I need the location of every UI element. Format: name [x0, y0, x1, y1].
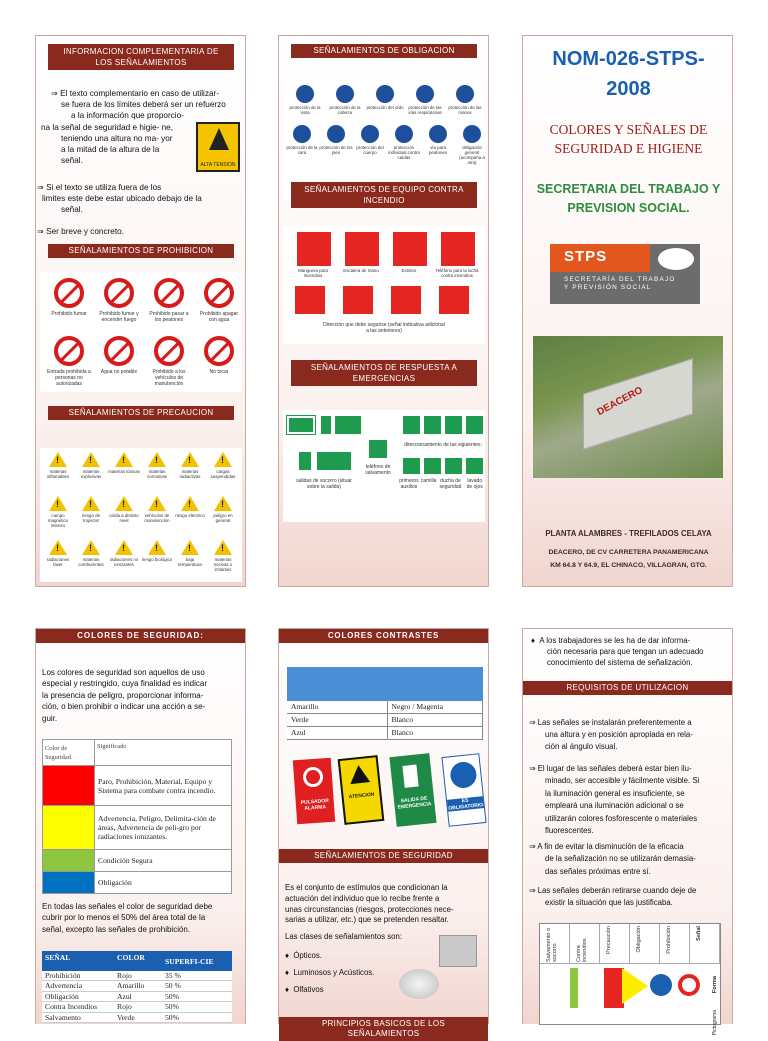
obligation-icon: [395, 125, 413, 143]
complement-text-2: ⇒ Si el texto se utiliza fuera de los limites este debe estar ubicado debajo de la señal.: [37, 183, 202, 215]
shape-row-triangle: [622, 968, 648, 1004]
surface-cell: Rojo: [117, 1002, 132, 1012]
warning-triangle-icon: [148, 496, 166, 511]
warning-triangle-icon: [214, 496, 232, 511]
caution-label: riesgo de tropezar: [81, 513, 101, 523]
exit-sign-e: [317, 452, 351, 470]
obligation-icon: [327, 125, 345, 143]
alta-tension-sign: [196, 122, 240, 172]
aid-signs: [403, 458, 483, 474]
caution-label: radiaciones láser: [46, 557, 70, 567]
section-header-principios: PRINCIPIOS BASICOS DE LOS SEÑALAMIENTOS: [279, 1017, 488, 1041]
surface-cell: Obligación: [45, 991, 79, 1001]
surface-cell: Azul: [117, 991, 132, 1001]
contrast-cell: Azul: [287, 727, 387, 740]
direction-arrow-icon: [343, 286, 373, 314]
caution-label: materias radiactivas: [179, 469, 201, 479]
prohibition-sign: [96, 336, 142, 390]
exit-sign-d: [299, 452, 311, 470]
surface-table: SEÑAL COLOR SUPERFI-CIE Prohibición Rojo 35 % Advertencia Amarillo 50 % Obligación Azul 50% Contra Incendios Rojo 50% Salvamento Verde 50%: [42, 951, 232, 1023]
prohibition-label: Prohibido fumar: [51, 311, 87, 317]
obligation-sign: [445, 85, 485, 125]
caution-sign: [174, 452, 206, 494]
obligation-label: protección del cuerpo: [356, 145, 384, 155]
caution-label: cargas suspendidas: [210, 469, 236, 479]
surface-cell: 50%: [165, 1012, 179, 1022]
warning-triangle-icon: [115, 452, 133, 467]
section-header-informacion: INFORMACION COMPLEMENTARIA DE LOS SEÑALAMIENTOS: [48, 44, 234, 70]
color-swatch: [43, 872, 95, 894]
contrast-cell: Amarillo: [287, 701, 387, 714]
direction-arrow-icon: [391, 286, 421, 314]
caution-sign: [141, 540, 173, 582]
color-swatch: [43, 850, 95, 872]
prohibition-label: Prohibido fumar y encender fuego: [99, 311, 139, 323]
color-meaning: Condición Segura: [95, 850, 232, 872]
signs-summary-table: [539, 923, 721, 1036]
prohibition-sign: [46, 336, 92, 390]
shape-row-red: [604, 968, 624, 1008]
contrast-cell: Negro / Magenta: [387, 701, 483, 714]
caution-label: vehículos de manutención: [144, 513, 170, 523]
section-header-obligacion: SEÑALAMIENTOS DE OBLIGACION: [291, 44, 477, 58]
requirement-4: ⇒ Las señales deberán retirarse cuando deje de existir la situación que las justificaba.: [529, 886, 697, 908]
prohibition-label: No tocar: [209, 369, 229, 375]
caution-sign: [42, 540, 74, 582]
section-header-prohibicion: SEÑALAMIENTOS DE PROHIBICION: [48, 244, 234, 258]
panel-requisitos: [522, 628, 733, 1036]
summary-column-header: Contra incendios: [570, 924, 600, 964]
obligation-sign: [353, 125, 387, 165]
requirement-2: ⇒ El lugar de las señales deberá estar bien ilu- minado, ser accesible y fácilmente visible. Si la iluminación general es insuficiente, se empleará una iluminación adicional o se utilizarán colores fosforescente o materiales fluorescentes.: [529, 764, 700, 836]
sign-label: ALTA TENSION: [200, 162, 236, 168]
warning-triangle-icon: [214, 540, 232, 555]
alarm-panel-photo: [439, 935, 477, 967]
surface-cell: Prohibición: [45, 971, 81, 980]
contrast-row: [287, 714, 483, 727]
caution-label: materias comburentes: [78, 557, 104, 567]
contrast-cell: Blanco: [387, 714, 483, 727]
caution-sign: [108, 452, 140, 494]
warning-triangle-icon: [82, 540, 100, 555]
summary-column-header: Precaución: [600, 924, 630, 964]
warning-sign: ATENCION: [338, 755, 385, 825]
obligation-label: protección individual contra caídas: [388, 145, 420, 160]
surface-cell: Verde: [117, 1012, 135, 1022]
caution-label: campo magnético intenso: [47, 513, 69, 528]
obligation-label: protección de la vista: [289, 105, 321, 115]
obligation-icon: [416, 85, 434, 103]
summary-column-header: Salvamento o socorro: [540, 924, 570, 964]
emerg-label-phone: teléfono de salvamento: [365, 464, 391, 476]
security-text: Es el conjunto de estímulos que condicionan la actuación del individuo que lo recibe frente a unas circunstancias (riesgos, protecciones nece- sarias a utilizar, etc.) que se pretenden resaltar.: [285, 883, 454, 925]
caution-label: materias nocivas o irritantes: [213, 557, 233, 572]
section-header-colores: COLORES DE SEGURIDAD:: [36, 629, 245, 643]
mandatory-sign: ES OBLIGATORIO: [441, 753, 486, 827]
obligation-icon: [336, 85, 354, 103]
exit-sign-b: [321, 416, 331, 434]
section-header-emergencias: SEÑALAMIENTOS DE RESPUESTA A EMERGENCIAS: [291, 360, 477, 386]
obligation-sign: [387, 125, 421, 165]
obligation-label: protección de la cara: [286, 145, 318, 155]
obligation-icon: [376, 85, 394, 103]
obligation-label: vía para peatones: [428, 145, 448, 155]
prohibition-signs: [40, 272, 242, 392]
direction-arrow-icon: [295, 286, 325, 314]
section-header-seguridad: SEÑALAMIENTOS DE SEGURIDAD: [279, 849, 488, 863]
caution-sign: [75, 496, 107, 538]
warning-triangle-icon: [214, 452, 232, 467]
obligation-label: obligación general (acompaña a otra): [459, 145, 485, 165]
caution-sign: [207, 540, 239, 582]
caution-label: riesgo biológico: [141, 557, 173, 562]
surface-row: [42, 971, 232, 981]
surface-row: [42, 981, 232, 991]
summary-column-header: Señal: [690, 924, 720, 964]
warning-triangle-icon: [181, 540, 199, 555]
caution-sign: [42, 496, 74, 538]
prohibition-sign: [196, 278, 242, 332]
obligation-icon: [456, 85, 474, 103]
info-bullet: ♦ A los trabajadores se les ha de dar informa- ción necesaria para que tengan un adecuado conocimiento del sistema de señalización.: [531, 636, 704, 667]
caution-sign: [141, 452, 173, 494]
emerg-label-exit: salidas de socorro (situar sobre la salida): [296, 478, 352, 490]
obligation-sign: [285, 85, 325, 125]
obligation-label: protección de los pies: [319, 145, 353, 155]
surface-cell: 35 %: [165, 971, 181, 980]
section-header-incendio: SEÑALAMIENTOS DE EQUIPO CONTRA INCENDIO: [291, 182, 477, 208]
surface-row: [42, 1002, 232, 1012]
requirement-1: ⇒ Las señales se instalarán preferentemente a una altura y en posición apropiada en rela- ción al ángulo visual.: [529, 718, 693, 751]
obligation-icon: [361, 125, 379, 143]
prohibition-sign: [46, 278, 92, 332]
summary-column-header: Obligación: [630, 924, 660, 964]
prohibition-label: Agua no potable: [100, 369, 138, 375]
surface-cell: Amarillo: [117, 981, 145, 991]
surface-row: [42, 1012, 232, 1022]
section-header-contrastes: COLORES CONTRASTES: [279, 629, 488, 643]
emerg-label-direction: direccionamiento de las siguientes:: [404, 442, 482, 448]
fire-equipment-sign: [435, 232, 479, 282]
panel-colores: [35, 628, 246, 1024]
color-swatch: [43, 766, 95, 806]
surface-cell: Salvamento: [45, 1012, 81, 1022]
fire-equipment-sign: [339, 232, 383, 282]
cover-subtitle: COLORES Y SEÑALES DE SEGURIDAD E HIGIENE: [549, 122, 708, 156]
warning-triangle-icon: [148, 540, 166, 555]
caution-label: riesgo eléctrico: [175, 513, 205, 518]
fire-icon: [345, 232, 379, 266]
caution-signs: [40, 448, 242, 582]
summary-row-label: Forma: [712, 976, 718, 994]
caution-sign: [42, 452, 74, 494]
sample-signs: [293, 753, 485, 839]
warning-triangle-icon: [49, 496, 67, 511]
caution-label: materias tóxicas: [108, 469, 140, 474]
shape-row-green: [570, 968, 578, 1008]
stps-logo: STPS SECRETARÍA DEL TRABAJO Y PREVISIÓN SOCIAL: [550, 244, 700, 304]
arrow-signs: [403, 416, 483, 434]
obligation-sign: [455, 125, 489, 165]
color-row: [43, 766, 232, 806]
color-meaning: Paro, Prohibición, Material, Equipo y Sistema para combate contra incendio.: [95, 766, 232, 806]
emergency-signs: [283, 410, 485, 522]
panel-portada: [522, 35, 733, 587]
obligation-sign: [365, 85, 405, 125]
obligation-icon: [463, 125, 481, 143]
caution-label: materias explosivas: [80, 469, 102, 479]
eagle-seal-icon: [658, 248, 694, 270]
warning-triangle-icon: [82, 496, 100, 511]
fire-label: Teléfono para la lucha contra incendios: [435, 268, 479, 278]
color-row: [43, 850, 232, 872]
fire-icon: [441, 232, 475, 266]
cover-footer: PLANTA ALAMBRES - TREFILADOS CELAYA DEACERO, DE CV CARRETERA PANAMERICANA KM 64.8 Y 64.9, EL CHINACO, VILLAGRAN, GTO.: [545, 529, 712, 569]
warning-triangle-icon: [49, 452, 67, 467]
prohibition-label: Prohibido pasar a los peatones: [149, 311, 189, 323]
obligation-icon: [293, 125, 311, 143]
exit-sign-c: [335, 416, 361, 434]
classes-list: ♦ Ópticos. ♦ Luminosos y Acústicos. ♦ Olfativos: [285, 951, 375, 994]
fire-note: Dirección que debe seguirse (señal indicativa adicional a las anteriores): [323, 322, 445, 334]
fire-icon: [393, 232, 427, 266]
warning-triangle-icon: [148, 452, 166, 467]
warning-triangle-icon: [181, 496, 199, 511]
prohibition-sign: [196, 336, 242, 390]
caution-sign: [174, 540, 206, 582]
surface-row: [42, 991, 232, 1001]
obligation-sign: [325, 85, 365, 125]
warning-triangle-icon: [181, 452, 199, 467]
fire-signs: [283, 226, 485, 344]
colors-intro: Los colores de seguridad son aquellos de uso especial y restringido, cuya finalidad es indicar la presencia de peligro, proporcionar informa- ción, o bien prohibir o indicar una acción a se- guir.: [42, 668, 207, 723]
obligation-label: protección de la cabeza: [329, 105, 361, 115]
complement-text-3: ⇒ Ser breve y concreto.: [37, 227, 124, 236]
obligation-icon: [296, 85, 314, 103]
lightning-icon: [209, 128, 229, 150]
fire-label: Escalera de mano: [343, 268, 379, 273]
prohibition-label: Prohibido apagar con agua: [199, 311, 239, 323]
color-meaning: Advertencia, Peligro, Delimita-ción de áreas, Advertencia de peli-gro por radiaciones ionizantes.: [95, 806, 232, 850]
color-row: [43, 872, 232, 894]
colors-table: Color de Seguridad Significado Paro, Prohibición, Material, Equipo y Sistema para combate contra incendio. Advertencia, Peligro, Delimita-ción de áreas, Advertencia de peli-gro por radiaciones ionizantes. Condición Segura Obligación: [42, 739, 232, 894]
caution-label: materias corrosivas: [146, 469, 167, 479]
caution-sign: [141, 496, 173, 538]
exit-sign: SALIDA DE EMERGENCIA: [389, 753, 436, 827]
direction-arrow-icon: [439, 286, 469, 314]
panel-informacion: [35, 35, 246, 587]
caution-sign: [207, 452, 239, 494]
obligation-label: protección de las manos: [448, 105, 482, 115]
colors-note: En todas las señales el color de seguridad debe cubrir por lo menos el 50% del área total de la señal, excepto las señales de prohibición.: [42, 902, 213, 934]
warning-triangle-icon: [115, 540, 133, 555]
classes-title: Las clases de señalamientos son:: [285, 932, 403, 941]
emerg-label-aid: primeros auxilios camilla ducha de seguridad lavado de ojos: [399, 478, 483, 490]
contrast-cell: Verde: [287, 714, 387, 727]
panel-contrastes: [278, 628, 489, 1038]
caution-sign: [174, 496, 206, 538]
obligation-sign: [285, 125, 319, 165]
shape-row-circle-blue: [650, 974, 672, 996]
prohibition-sign: [96, 278, 142, 332]
plant-name: DEACERO: [595, 384, 645, 419]
summary-row-label: Pictograma: [712, 1010, 718, 1036]
fire-label: Manguera para incendios: [298, 268, 328, 278]
cover-org: SECRETARIA DEL TRABAJO Y PREVISION SOCIAL.: [536, 182, 721, 215]
phone-sign: [369, 440, 387, 458]
caution-sign: [75, 452, 107, 494]
obligation-icon: [429, 125, 447, 143]
caution-sign: [75, 540, 107, 582]
surface-cell: Advertencia: [45, 981, 83, 991]
shape-row-prohibition: [678, 974, 700, 996]
panel-obligacion: [278, 35, 489, 587]
warning-triangle-icon: [82, 452, 100, 467]
contrast-table: [287, 667, 483, 740]
surface-cell: 50%: [165, 1002, 179, 1012]
complement-text-1: ⇒ El texto complementario en caso de utilizar- se fuera de los límites deberá ser un refuerzo a la información que proporcio- na la señal de seguridad e higie- ne, teniendo una altura no ma- yor a la mitad de la altura de la señal.: [41, 89, 226, 166]
fire-equipment-sign: [387, 232, 431, 282]
obligation-label: protección de las vías respiratorias: [408, 105, 442, 115]
fire-label: Extintor: [401, 268, 417, 273]
exit-sign-a: [287, 416, 315, 434]
caution-label: caída a distinto nivel: [109, 513, 139, 523]
caution-sign: [108, 540, 140, 582]
caution-label: peligro en general: [213, 513, 233, 523]
fire-icon: [297, 232, 331, 266]
caution-sign: [207, 496, 239, 538]
obligation-sign: [421, 125, 455, 165]
color-row: [43, 806, 232, 850]
contrast-cell: Blanco: [387, 727, 483, 740]
caution-label: radiaciones no ionizantes: [109, 557, 139, 567]
obligation-sign: [319, 125, 353, 165]
caution-label: baja temperatura: [178, 557, 202, 567]
section-header-precaucion: SEÑALAMIENTOS DE PRECAUCION: [48, 406, 234, 420]
requirement-3: ⇒ A fin de evitar la disminución de la eficacia de la señalización no se utilizarán demasia- das señales próximas entre sí.: [529, 842, 696, 876]
cover-title: NOM-026-STPS-2008: [552, 48, 705, 100]
warning-triangle-icon: [49, 540, 67, 555]
obligation-label: protección del oído: [366, 105, 404, 110]
prohibition-label: Entrada prohibida a personas no autorizadas: [47, 369, 91, 387]
warning-triangle-icon: [115, 496, 133, 511]
surface-cell: Rojo: [117, 971, 132, 980]
alarm-sign: PULSADOR ALARMA: [293, 758, 335, 824]
summary-column-header: Prohibición: [660, 924, 690, 964]
caution-sign: [108, 496, 140, 538]
surface-cell: Contra Incendios: [45, 1002, 98, 1012]
contrast-row: [287, 701, 483, 714]
contrast-row: [287, 727, 483, 740]
smoke-detector-photo: [399, 969, 439, 999]
fire-equipment-sign: [291, 232, 335, 282]
prohibition-sign: [146, 336, 192, 390]
plant-aerial-photo: [533, 336, 723, 478]
prohibition-label: Prohibido a los vehículos de manutención: [152, 369, 186, 387]
surface-cell: 50%: [165, 991, 179, 1001]
surface-cell: 50 %: [165, 981, 181, 991]
caution-label: materias inflamables: [46, 469, 70, 479]
prohibition-sign: [146, 278, 192, 332]
color-meaning: Obligación: [95, 872, 232, 894]
section-header-requisitos: REQUISITOS DE UTILIZACION: [523, 681, 732, 695]
color-swatch: [43, 806, 95, 850]
obligation-sign: [405, 85, 445, 125]
